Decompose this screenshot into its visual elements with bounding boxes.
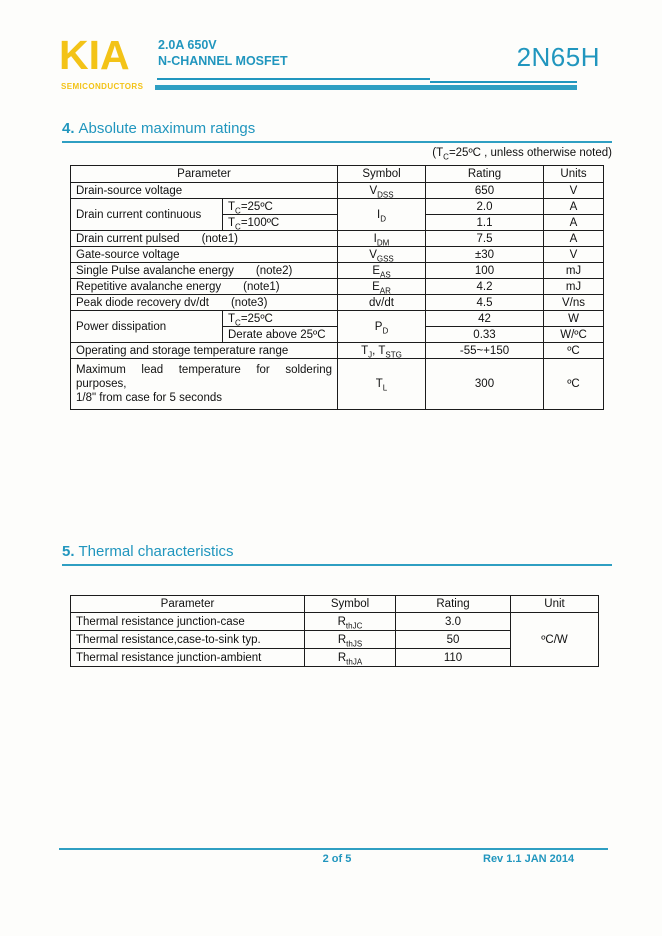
symbol-base: T — [375, 378, 383, 390]
section-5-rule — [62, 564, 612, 566]
footer-rule — [59, 848, 608, 850]
unit-cell: W/ºC — [544, 327, 604, 343]
rating-cell: 300 — [426, 359, 544, 410]
spec-line1: 2.0A 650V — [158, 38, 217, 52]
condition-cell — [223, 311, 338, 327]
note-ref: (note1) — [243, 280, 280, 293]
param-text: Single Pulse avalanche energy — [76, 264, 234, 277]
table-row — [71, 231, 604, 247]
unit-cell: mJ — [544, 279, 604, 295]
symbol-cell — [338, 279, 426, 295]
unit-cell: V — [544, 247, 604, 263]
note-ref: (note3) — [230, 296, 268, 309]
header-parameter: Parameter — [71, 166, 338, 183]
note-text-rest: =25ºC , unless otherwise noted) — [448, 147, 612, 159]
unit-cell: W — [544, 311, 604, 327]
unit-cell-merged: ºC/W — [511, 613, 599, 667]
symbol-base: R — [337, 615, 346, 628]
condition-text-rest: =25ºC — [240, 312, 273, 325]
symbol-sub: DM — [376, 237, 390, 247]
header-rating: Rating — [396, 596, 511, 613]
rating-cell: -55~+150 — [426, 343, 544, 359]
symbol-sub: AR — [379, 285, 391, 295]
symbol-sub: D — [380, 213, 386, 223]
section-4-rule — [62, 141, 612, 143]
section-4-heading: Absolute maximum ratings — [78, 120, 256, 137]
table-header-row — [71, 596, 599, 613]
rating-cell: 7.5 — [426, 231, 544, 247]
product-spec — [158, 38, 288, 69]
header-unit: Unit — [511, 596, 599, 613]
rating-cell: 1.1 — [426, 215, 544, 231]
unit-cell: A — [544, 215, 604, 231]
unit-cell: ºC — [544, 343, 604, 359]
condition-text: Derate above 25ºC — [228, 328, 326, 341]
symbol-base: E — [372, 280, 380, 293]
symbol-base: I — [373, 232, 377, 245]
rating-cell: 4.2 — [426, 279, 544, 295]
section-4-title — [62, 120, 255, 137]
param-cell: Thermal resistance junction-ambient — [71, 649, 305, 667]
param-cell — [71, 295, 338, 311]
unit-cell: ºC — [544, 359, 604, 410]
symbol-cell — [305, 631, 396, 649]
rating-cell: 100 — [426, 263, 544, 279]
symbol-sub-2: STG — [385, 349, 402, 359]
symbol-cell — [338, 231, 426, 247]
unit-cell: A — [544, 199, 604, 215]
symbol-cell — [338, 183, 426, 199]
conditions-note — [340, 147, 612, 162]
condition-cell — [223, 199, 338, 215]
condition-text: T — [228, 312, 236, 325]
header-rule-right — [430, 81, 577, 83]
condition-text-rest: =25ºC — [240, 200, 273, 213]
rating-cell: ±30 — [426, 247, 544, 263]
param-text: Repetitive avalanche energy — [76, 280, 222, 293]
condition-cell — [223, 327, 338, 343]
symbol-cell — [338, 311, 426, 343]
symbol-base-2: , T — [372, 344, 386, 357]
param-text: Peak diode recovery dv/dt — [76, 296, 209, 309]
symbol-cell — [338, 247, 426, 263]
table-row — [71, 263, 604, 279]
header-units: Units — [544, 166, 604, 183]
symbol-sub: thJA — [346, 656, 363, 666]
thermal-characteristics-table — [70, 595, 599, 667]
section-5-heading: Thermal characteristics — [78, 543, 234, 560]
unit-cell: A — [544, 231, 604, 247]
header-symbol: Symbol — [305, 596, 396, 613]
param-cell: Operating and storage temperature range — [71, 343, 338, 359]
table-row — [71, 279, 604, 295]
symbol-sub: DSS — [377, 189, 394, 199]
header-symbol: Symbol — [338, 166, 426, 183]
rating-cell: 42 — [426, 311, 544, 327]
table-row — [71, 199, 604, 215]
param-cell — [71, 359, 338, 410]
rating-cell: 650 — [426, 183, 544, 199]
rating-cell: 0.33 — [426, 327, 544, 343]
symbol-base: R — [337, 633, 347, 646]
symbol-cell — [338, 343, 426, 359]
footer-page-number: 2 of 5 — [322, 853, 352, 865]
param-cell — [71, 263, 338, 279]
condition-text: T — [228, 216, 236, 229]
header-rating: Rating — [426, 166, 544, 183]
table-row — [71, 613, 599, 631]
table-row — [71, 359, 604, 410]
param-text: Drain current pulsed — [76, 232, 180, 245]
rating-cell: 4.5 — [426, 295, 544, 311]
param-cell: Drain current continuous — [71, 199, 223, 231]
section-5-number: 5. — [62, 543, 75, 560]
symbol-base: V — [369, 248, 377, 261]
symbol-cell — [305, 613, 396, 631]
part-number: 2N65H — [516, 42, 600, 72]
header-bar — [155, 85, 577, 90]
table-row — [71, 343, 604, 359]
symbol-base: E — [372, 264, 380, 277]
condition-text-rest: =100ºC — [240, 216, 280, 229]
param-cell — [71, 231, 338, 247]
kia-logo: KIA — [59, 32, 130, 78]
section-4-number: 4. — [62, 120, 75, 137]
table-row — [71, 247, 604, 263]
unit-cell: V — [544, 183, 604, 199]
symbol-base: dv/dt — [369, 296, 394, 309]
note-sub: C — [443, 152, 449, 162]
symbol-base: I — [377, 208, 381, 221]
condition-sub: C — [235, 205, 241, 215]
kia-logo-tagline: SEMICONDUCTORS — [61, 82, 144, 91]
note-text: (T — [432, 147, 444, 159]
footer-revision: Rev 1.1 JAN 2014 — [483, 853, 575, 865]
param-line-3: 1/8" from case for 5 seconds — [76, 392, 222, 404]
condition-sub: C — [235, 221, 241, 231]
condition-text: T — [228, 200, 236, 213]
symbol-base: T — [361, 344, 369, 357]
unit-cell: mJ — [544, 263, 604, 279]
table-row — [71, 311, 604, 327]
symbol-sub: GSS — [376, 253, 394, 263]
rating-cell: 3.0 — [396, 613, 511, 631]
param-cell: Thermal resistance junction-case — [71, 613, 305, 631]
symbol-cell — [338, 199, 426, 231]
param-cell: Gate-source voltage — [71, 247, 338, 263]
note-ref: (note1) — [201, 232, 238, 245]
symbol-base: P — [374, 320, 383, 333]
table-row — [71, 183, 604, 199]
rating-cell: 2.0 — [426, 199, 544, 215]
param-cell: Thermal resistance,case-to-sink typ. — [71, 631, 305, 649]
symbol-cell — [338, 295, 426, 311]
symbol-sub: thJS — [346, 638, 363, 648]
header-parameter: Parameter — [71, 596, 305, 613]
param-cell: Power dissipation — [71, 311, 223, 343]
symbol-sub: AS — [380, 269, 391, 279]
param-line-2: purposes, — [76, 378, 127, 390]
header-rule-left — [157, 78, 430, 80]
spec-line2: N-CHANNEL MOSFET — [158, 53, 288, 68]
section-5-title — [62, 543, 234, 560]
symbol-sub: J — [368, 349, 373, 359]
symbol-cell — [338, 359, 426, 410]
table-row — [71, 295, 604, 311]
condition-sub: C — [235, 317, 241, 327]
symbol-base: V — [369, 184, 378, 197]
symbol-sub: L — [382, 383, 388, 393]
param-cell: Drain-source voltage — [71, 183, 338, 199]
unit-cell: V/ns — [544, 295, 604, 311]
symbol-base: R — [337, 651, 347, 664]
rating-cell: 110 — [396, 649, 511, 667]
symbol-cell — [305, 649, 396, 667]
condition-cell — [223, 215, 338, 231]
note-ref: (note2) — [255, 264, 293, 277]
param-line-1: Maximum lead temperature for soldering — [76, 364, 332, 376]
table-header-row — [71, 166, 604, 183]
rating-cell: 50 — [396, 631, 511, 649]
param-cell — [71, 279, 338, 295]
symbol-sub: thJC — [345, 620, 363, 630]
symbol-cell — [338, 263, 426, 279]
symbol-sub: D — [382, 325, 389, 335]
absolute-maximum-ratings-table — [70, 165, 604, 410]
